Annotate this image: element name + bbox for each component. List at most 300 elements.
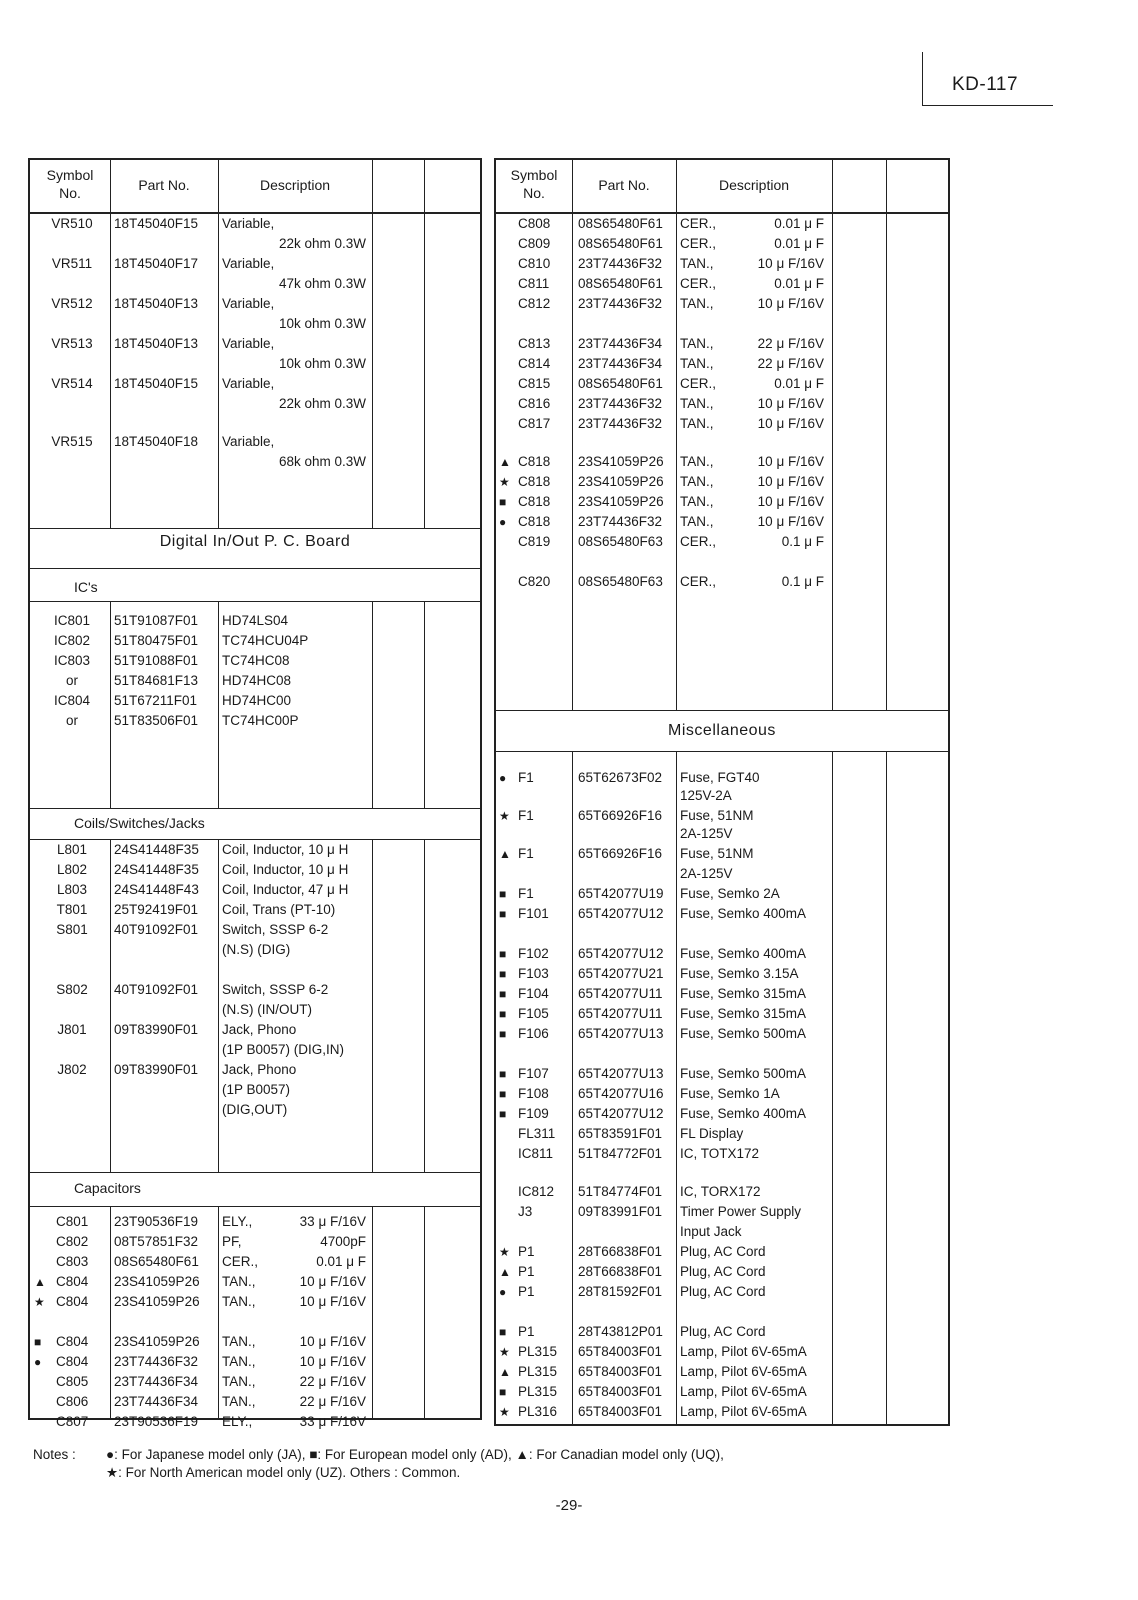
description-value: 22 μ F/16V	[299, 1374, 366, 1389]
table-row	[30, 860, 480, 880]
table-row	[30, 432, 480, 452]
table-row	[30, 314, 480, 334]
description: (DIG,OUT)	[222, 1102, 288, 1117]
header-description-right: Description	[718, 177, 790, 193]
part-number: 28T66838F01	[578, 1264, 663, 1279]
description-value: 10 μ F/16V	[757, 514, 824, 529]
description: Coil, Inductor, 10 μ H	[222, 862, 349, 877]
part-number: 23T74436F32	[578, 256, 663, 271]
description: TAN.,	[680, 336, 714, 351]
symbol-number: FL311	[518, 1126, 556, 1141]
table-row	[496, 1282, 948, 1302]
part-number: 65T66926F16	[578, 808, 663, 823]
table-row	[30, 1372, 480, 1392]
table-row	[496, 294, 948, 314]
symbol-number: C804	[56, 1274, 89, 1289]
part-number: 65T62673F02	[578, 770, 663, 785]
symbol-number: F105	[518, 1006, 549, 1021]
table-row	[30, 1080, 480, 1100]
page-number: -29-	[555, 1497, 583, 1514]
description: TC74HC08	[222, 653, 290, 668]
table-row	[30, 1020, 480, 1040]
symbol-number: PL315	[518, 1384, 558, 1399]
part-number: 23T74436F32	[578, 416, 663, 431]
part-number: 18T45040F13	[114, 296, 199, 311]
symbol-number: C813	[518, 336, 551, 351]
table-row	[496, 512, 948, 532]
description-value: 33 μ F/16V	[299, 1214, 366, 1229]
table-row	[30, 334, 480, 354]
table-row	[30, 294, 480, 314]
model-marker-icon: ★	[499, 475, 510, 489]
description: (1P B0057) (DIG,IN)	[222, 1042, 345, 1057]
table-row	[496, 944, 948, 964]
table-row	[496, 1362, 948, 1382]
table-row	[496, 786, 948, 806]
table-row	[496, 492, 948, 512]
part-number: 65T66926F16	[578, 846, 663, 861]
table-row	[496, 472, 948, 492]
part-number: 51T67211F01	[114, 693, 198, 708]
part-number: 65T42077U12	[578, 946, 664, 961]
part-number: 65T84003F01	[578, 1404, 663, 1419]
part-number: 24S41448F35	[114, 842, 199, 857]
table-row	[30, 1000, 480, 1020]
symbol-number: IC802	[53, 633, 91, 648]
model-marker-icon: ▲	[499, 1365, 511, 1379]
table-row	[496, 234, 948, 254]
part-number: 65T84003F01	[578, 1344, 663, 1359]
description: CER.,	[680, 574, 717, 589]
description-value: 0.1 μ F	[781, 574, 824, 589]
part-number: 51T83506F01	[114, 713, 199, 728]
table-row	[30, 1252, 480, 1272]
header-symbol: Symbol No.	[46, 167, 94, 201]
model-marker-icon: ●	[499, 771, 507, 785]
description-value: 4700pF	[320, 1234, 366, 1249]
table-row	[496, 1064, 948, 1084]
table-row	[30, 1412, 480, 1432]
description-value: 10k ohm 0.3W	[278, 316, 366, 331]
part-number: 23T90536F19	[114, 1214, 199, 1229]
description: TAN.,	[680, 296, 714, 311]
table-row	[496, 884, 948, 904]
model-marker-icon: ■	[499, 1087, 507, 1101]
table-row	[496, 274, 948, 294]
description: HD74HC08	[222, 673, 292, 688]
description: Fuse, Semko 400mA	[680, 906, 807, 921]
symbol-number: C804	[56, 1334, 89, 1349]
description-value: 22k ohm 0.3W	[278, 236, 366, 251]
table-row	[496, 964, 948, 984]
description: Lamp, Pilot 6V-65mA	[680, 1384, 807, 1399]
description: Coil, Inductor, 10 μ H	[222, 842, 349, 857]
model-marker-icon: ★	[499, 1405, 510, 1419]
description: (N.S) (DIG)	[222, 942, 291, 957]
description: Fuse, Semko 315mA	[680, 1006, 807, 1021]
table-row	[496, 572, 948, 592]
description: 125V-2A	[680, 788, 732, 803]
table-row	[30, 214, 480, 234]
part-number: 23S41059P26	[114, 1274, 200, 1289]
model-marker-icon: ■	[499, 1007, 507, 1021]
header-symbol-right: Symbol No.	[510, 167, 558, 201]
symbol-number: C818	[518, 514, 551, 529]
table-row	[496, 768, 948, 788]
description: CER.,	[680, 376, 717, 391]
symbol-number: C807	[56, 1414, 89, 1429]
table-row	[496, 844, 948, 864]
part-number: 23S41059P26	[578, 474, 664, 489]
model-marker-icon: ▲	[499, 847, 511, 861]
description-value: 0.01 μ F	[774, 276, 824, 291]
description: TAN.,	[680, 416, 714, 431]
table-row	[496, 532, 948, 552]
symbol-number: F107	[518, 1066, 549, 1081]
description-value: 68k ohm 0.3W	[278, 454, 366, 469]
table-row	[30, 691, 480, 711]
table-row	[30, 1060, 480, 1080]
table-row	[496, 1004, 948, 1024]
part-number: 65T42077U16	[578, 1086, 664, 1101]
description: (1P B0057)	[222, 1082, 291, 1097]
coils-title: Coils/Switches/Jacks	[74, 815, 205, 831]
description: Switch, SSSP 6-2	[222, 922, 329, 937]
description: Switch, SSSP 6-2	[222, 982, 329, 997]
table-row	[496, 1024, 948, 1044]
table-row	[30, 374, 480, 394]
table-row	[30, 1292, 480, 1312]
symbol-number: C801	[56, 1214, 89, 1229]
table-row	[496, 1222, 948, 1242]
notes-line-2: ★: For North American model only (UZ). Others : Common.	[106, 1465, 461, 1480]
symbol-number: F104	[518, 986, 549, 1001]
model-marker-icon: ▲	[499, 455, 511, 469]
part-number: 28T43812P01	[578, 1324, 663, 1339]
description-value: 0.01 μ F	[774, 216, 824, 231]
table-row	[496, 904, 948, 924]
description: Coil, Inductor, 47 μ H	[222, 882, 349, 897]
table-row	[496, 1262, 948, 1282]
table-row	[30, 1352, 480, 1372]
description-value: 0.1 μ F	[781, 534, 824, 549]
model-marker-icon: ■	[499, 1325, 507, 1339]
symbol-number: C814	[518, 356, 551, 371]
table-row	[30, 611, 480, 631]
description-value: 0.01 μ F	[774, 236, 824, 251]
symbol-number: C817	[518, 416, 551, 431]
description: Variable,	[222, 296, 275, 311]
description: Plug, AC Cord	[680, 1324, 766, 1339]
model-marker-icon: ★	[499, 809, 510, 823]
description-value: 10 μ F/16V	[299, 1294, 366, 1309]
part-number: 65T42077U21	[578, 966, 664, 981]
description-value: 10 μ F/16V	[757, 296, 824, 311]
description: TC74HC00P	[222, 713, 299, 728]
description-value: 10 μ F/16V	[757, 256, 824, 271]
symbol-number: VR514	[51, 376, 93, 391]
symbol-number: VR511	[51, 256, 93, 271]
symbol-number: C806	[56, 1394, 89, 1409]
table-row	[496, 864, 948, 884]
symbol-number: or	[65, 673, 78, 688]
description: TAN.,	[222, 1334, 256, 1349]
description: CER.,	[680, 276, 717, 291]
description-value: 10 μ F/16V	[757, 416, 824, 431]
part-number: 51T91087F01	[114, 613, 199, 628]
description: TAN.,	[680, 256, 714, 271]
description: Fuse, Semko 1A	[680, 1086, 780, 1101]
symbol-number: IC803	[53, 653, 91, 668]
symbol-number: IC801	[53, 613, 91, 628]
notes-line-1: ●: For Japanese model only (JA), ■: For European model only (AD), ▲: For Canadian model only (UQ),	[106, 1447, 724, 1462]
part-number: 65T84003F01	[578, 1364, 663, 1379]
part-number: 23T74436F34	[114, 1394, 199, 1409]
model-marker-icon: ▲	[34, 1275, 46, 1289]
part-number: 28T66838F01	[578, 1244, 663, 1259]
part-number: 40T91092F01	[114, 922, 199, 937]
part-number: 09T83991F01	[578, 1204, 663, 1219]
table-row	[30, 880, 480, 900]
table-row	[496, 1342, 948, 1362]
symbol-number: IC811	[518, 1146, 554, 1161]
model-marker-icon: ■	[499, 1107, 507, 1121]
description: TAN.,	[680, 454, 714, 469]
table-row	[496, 354, 948, 374]
description: PF,	[222, 1234, 242, 1249]
description: Fuse, Semko 500mA	[680, 1066, 807, 1081]
part-number: 18T45040F18	[114, 434, 199, 449]
symbol-number: P1	[518, 1244, 535, 1259]
description: CER.,	[680, 216, 717, 231]
caps-title: Capacitors	[74, 1180, 141, 1196]
symbol-number: C802	[56, 1234, 89, 1249]
description: Variable,	[222, 336, 275, 351]
description: Fuse, 51NM	[680, 846, 754, 861]
table-row	[496, 1084, 948, 1104]
description: 2A-125V	[680, 866, 733, 881]
description: TAN.,	[222, 1374, 256, 1389]
table-row	[496, 374, 948, 394]
part-number: 08T57851F32	[114, 1234, 199, 1249]
symbol-number: C810	[518, 256, 551, 271]
symbol-number: P1	[518, 1284, 535, 1299]
part-number: 08S65480F61	[578, 216, 663, 231]
part-number: 23T90536F19	[114, 1414, 199, 1429]
part-number: 09T83990F01	[114, 1062, 199, 1077]
symbol-number: C808	[518, 216, 551, 231]
table-row	[30, 1272, 480, 1292]
symbol-number: F103	[518, 966, 549, 981]
header-part-right: Part No.	[598, 177, 650, 193]
table-row	[496, 1104, 948, 1124]
symbol-number: J802	[57, 1062, 87, 1077]
description-value: 10 μ F/16V	[757, 454, 824, 469]
part-number: 23T74436F32	[114, 1354, 199, 1369]
description-value: 0.01 μ F	[316, 1254, 366, 1269]
table-row	[496, 394, 948, 414]
table-row	[30, 920, 480, 940]
description: Lamp, Pilot 6V-65mA	[680, 1344, 807, 1359]
part-number: 23S41059P26	[578, 454, 664, 469]
part-number: 24S41448F35	[114, 862, 199, 877]
description: (N.S) (IN/OUT)	[222, 1002, 312, 1017]
symbol-number: F1	[518, 770, 534, 785]
table-row	[30, 234, 480, 254]
symbol-number: F102	[518, 946, 549, 961]
part-number: 18T45040F13	[114, 336, 199, 351]
part-number: 18T45040F15	[114, 376, 199, 391]
part-number: 23T74436F32	[578, 514, 663, 529]
description: Jack, Phono	[222, 1062, 297, 1077]
part-number: 51T80475F01	[114, 633, 199, 648]
table-row	[30, 354, 480, 374]
right-parts-table	[494, 158, 950, 1426]
part-number: 65T83591F01	[578, 1126, 663, 1141]
part-number: 65T42077U13	[578, 1026, 664, 1041]
symbol-number: F109	[518, 1106, 549, 1121]
description: Fuse, Semko 400mA	[680, 946, 807, 961]
description: TAN.,	[680, 494, 714, 509]
table-row	[30, 1040, 480, 1060]
table-row	[496, 1182, 948, 1202]
symbol-number: C803	[56, 1254, 89, 1269]
part-number: 23S41059P26	[578, 494, 664, 509]
model-label: KD-117	[952, 74, 1019, 95]
part-number: 65T42077U12	[578, 1106, 664, 1121]
description: Lamp, Pilot 6V-65mA	[680, 1364, 807, 1379]
model-marker-icon: ▲	[499, 1265, 511, 1279]
description: Fuse, Semko 2A	[680, 886, 780, 901]
header-description: Description	[259, 177, 331, 193]
part-number: 08S65480F63	[578, 574, 663, 589]
model-marker-icon: ■	[499, 1385, 507, 1399]
symbol-number: F108	[518, 1086, 549, 1101]
description: Input Jack	[680, 1224, 742, 1239]
symbol-number: F106	[518, 1026, 549, 1041]
description: Plug, AC Cord	[680, 1264, 766, 1279]
symbol-number: J3	[518, 1204, 533, 1219]
description: CER.,	[222, 1254, 259, 1269]
description: Plug, AC Cord	[680, 1244, 766, 1259]
part-number: 65T42077U12	[578, 906, 664, 921]
part-number: 23S41059P26	[114, 1294, 200, 1309]
description: Timer Power Supply	[680, 1204, 802, 1219]
description: ELY.,	[222, 1414, 253, 1429]
notes-label: Notes :	[33, 1447, 76, 1462]
table-row	[496, 824, 948, 844]
description: Variable,	[222, 376, 275, 391]
description: IC, TOTX172	[680, 1146, 760, 1161]
part-number: 51T91088F01	[114, 653, 199, 668]
description: TAN.,	[680, 474, 714, 489]
table-row	[496, 334, 948, 354]
part-number: 08S65480F63	[578, 534, 663, 549]
description: Variable,	[222, 434, 275, 449]
part-number: 65T84003F01	[578, 1384, 663, 1399]
symbol-number: PL315	[518, 1344, 558, 1359]
table-row	[30, 1100, 480, 1120]
symbol-number: VR512	[51, 296, 93, 311]
description: TC74HCU04P	[222, 633, 309, 648]
description: Fuse, Semko 400mA	[680, 1106, 807, 1121]
description-value: 10k ohm 0.3W	[278, 356, 366, 371]
model-marker-icon: ●	[34, 1355, 42, 1369]
part-number: 08S65480F61	[578, 236, 663, 251]
description: Fuse, 51NM	[680, 808, 754, 823]
symbol-number: F1	[518, 886, 534, 901]
part-number: 65T42077U13	[578, 1066, 664, 1081]
description-value: 22k ohm 0.3W	[278, 396, 366, 411]
description-value: 22 μ F/16V	[299, 1394, 366, 1409]
symbol-number: C818	[518, 474, 551, 489]
model-marker-icon: ■	[499, 887, 507, 901]
description: Fuse, FGT40	[680, 770, 760, 785]
description: IC, TORX172	[680, 1184, 761, 1199]
model-marker-icon: ■	[499, 987, 507, 1001]
description: ELY.,	[222, 1214, 253, 1229]
symbol-number: F101	[518, 906, 549, 921]
description-value: 33 μ F/16V	[299, 1414, 366, 1429]
symbol-number: C805	[56, 1374, 89, 1389]
symbol-number: or	[65, 713, 78, 728]
description: Jack, Phono	[222, 1022, 297, 1037]
part-number: 08S65480F61	[578, 276, 663, 291]
part-number: 23T74436F34	[114, 1374, 199, 1389]
symbol-number: T801	[56, 902, 88, 917]
part-number: 65T42077U11	[578, 1006, 663, 1021]
symbol-number: P1	[518, 1264, 535, 1279]
model-marker-icon: ●	[499, 1285, 507, 1299]
symbol-number: C804	[56, 1294, 89, 1309]
description: HD74LS04	[222, 613, 289, 628]
description: FL Display	[680, 1126, 744, 1141]
table-row	[496, 1322, 948, 1342]
description-value: 22 μ F/16V	[757, 356, 824, 371]
table-row	[30, 254, 480, 274]
board-title: Digital In/Out P. C. Board	[159, 533, 351, 550]
part-number: 28T81592F01	[578, 1284, 663, 1299]
table-row	[496, 254, 948, 274]
symbol-number: S801	[56, 922, 88, 937]
table-row	[496, 452, 948, 472]
misc-title: Miscellaneous	[668, 722, 776, 739]
part-number: 51T84681F13	[114, 673, 199, 688]
table-row	[30, 671, 480, 691]
symbol-number: P1	[518, 1324, 535, 1339]
part-number: 18T45040F15	[114, 216, 199, 231]
table-row	[30, 274, 480, 294]
description-value: 0.01 μ F	[774, 376, 824, 391]
symbol-number: C812	[518, 296, 551, 311]
table-row	[30, 651, 480, 671]
description: CER.,	[680, 236, 717, 251]
model-marker-icon: ●	[499, 515, 507, 529]
table-row	[30, 1212, 480, 1232]
table-row	[496, 214, 948, 234]
description: TAN.,	[222, 1394, 256, 1409]
left-parts-table	[28, 158, 482, 1429]
table-row	[496, 806, 948, 826]
model-marker-icon: ■	[499, 907, 507, 921]
part-number: 08S65480F61	[578, 376, 663, 391]
model-marker-icon: ■	[499, 1027, 507, 1041]
part-number: 25T92419F01	[114, 902, 199, 917]
description: Lamp, Pilot 6V-65mA	[680, 1404, 807, 1419]
part-number: 23S41059P26	[114, 1334, 200, 1349]
model-marker-icon: ★	[499, 1245, 510, 1259]
symbol-number: VR510	[51, 216, 93, 231]
